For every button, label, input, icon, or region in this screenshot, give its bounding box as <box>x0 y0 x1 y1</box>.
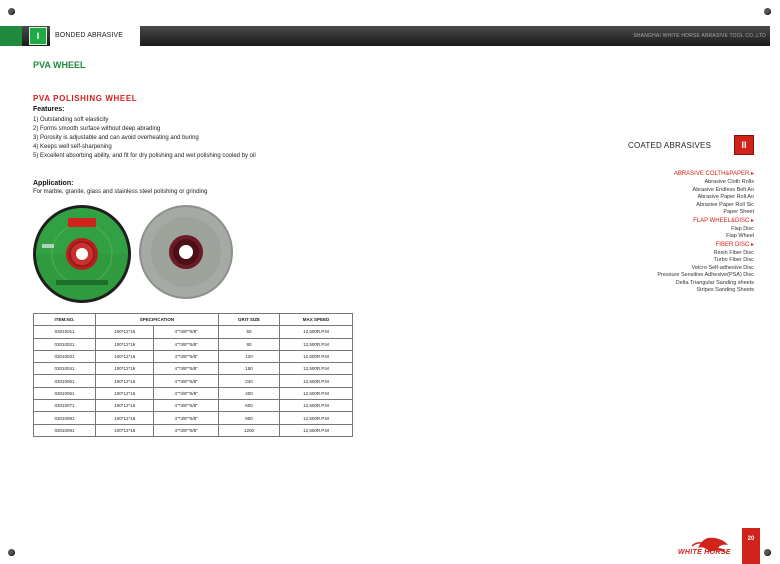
corner-dot-bottom-right <box>764 549 771 556</box>
cell-max-speed: 12,500R.P.M <box>279 400 352 412</box>
column-header-item-no: ITEM.NO. <box>34 314 96 326</box>
section-badge-icon: II <box>734 135 754 155</box>
corner-dot-bottom-left <box>8 549 15 556</box>
cell-max-speed: 12,500R.P.M <box>279 424 352 436</box>
column-header-specification: SPECIFICATION <box>96 314 219 326</box>
cell-spec-metric: 100*12*16 <box>96 412 154 424</box>
cell-max-speed: 12,500R.P.M <box>279 387 352 399</box>
cell-spec-metric: 100*12*16 <box>96 400 154 412</box>
cell-max-speed: 12,500R.P.M <box>279 350 352 362</box>
cell-item-no: 03010031 <box>34 350 96 362</box>
cell-item-no: 03010071 <box>34 400 96 412</box>
wheel-back-image <box>138 204 234 300</box>
cell-spec-metric: 100*12*16 <box>96 424 154 436</box>
table-row <box>34 338 353 350</box>
features-list <box>33 116 256 161</box>
sidebar-item[interactable]: Stripes Sanding Sheets <box>696 287 754 293</box>
column-header-grit-size: GRIT SIZE <box>218 314 279 326</box>
cell-grit-size: 60 <box>218 326 279 338</box>
sidebar-item[interactable]: Velcro Self-adhesive Disc <box>691 264 754 271</box>
application-heading: Application: <box>33 180 74 187</box>
feature-item: 2) Forms smooth surface without deep abrading <box>33 126 161 132</box>
features-heading: Features: <box>33 106 65 113</box>
cell-spec-inch: 4"*3/8"*5/8" <box>154 375 218 387</box>
feature-item: 4) Keeps well self-sharpening <box>33 144 112 150</box>
header-section-label: BONDED ABRASIVE <box>55 32 124 39</box>
table-header-row <box>34 314 353 326</box>
feature-item: 5) Excellent absorbing ability, and fit for dry polishing and wet polishing cooled by oil <box>33 153 256 159</box>
product-title: PVA POLISHING WHEEL <box>33 94 138 103</box>
cell-max-speed: 12,500R.P.M <box>279 363 352 375</box>
sidebar-item[interactable]: Delta Triangular Sanding sheets <box>675 279 754 286</box>
cell-item-no: 03010061 <box>34 387 96 399</box>
cell-spec-inch: 4"*3/8"*5/8" <box>154 326 218 338</box>
cell-spec-metric: 100*12*16 <box>96 350 154 362</box>
cell-spec-metric: 100*12*16 <box>96 387 154 399</box>
header-green-block <box>0 26 22 46</box>
sidebar-item[interactable]: Abrasive Endless Belt Ao <box>692 186 754 193</box>
corner-dot-top-left <box>8 8 15 15</box>
cell-max-speed: 12,500R.P.M <box>279 375 352 387</box>
table-row <box>34 363 353 375</box>
sidebar-category-abrasive-cloth-paper[interactable]: ABRASIVE COLTH&PAPER ▸ <box>673 171 754 177</box>
cell-grit-size: 800 <box>218 412 279 424</box>
sidebar-item[interactable]: Flap Disc <box>731 225 754 232</box>
table-row <box>34 424 353 436</box>
application-text: For marble, granite, glass and stainless steel polishing or grinding <box>33 189 208 195</box>
cell-grit-size: 80 <box>218 338 279 350</box>
sidebar-item[interactable]: Flap Wheel <box>726 233 754 239</box>
cell-spec-inch: 4"*3/8"*5/8" <box>154 387 218 399</box>
cell-grit-size: 600 <box>218 400 279 412</box>
sidebar-item[interactable]: Resin Fiber Disc <box>713 249 754 256</box>
corner-dot-top-right <box>764 8 771 15</box>
sidebar-item[interactable]: Paper Sheet <box>723 209 754 215</box>
feature-item: 1) Outstanding soft elasticity <box>33 117 109 123</box>
cell-item-no: 03010011 <box>34 326 96 338</box>
cell-spec-metric: 100*12*16 <box>96 363 154 375</box>
cell-item-no: 03010081 <box>34 412 96 424</box>
table-row <box>34 326 353 338</box>
cell-spec-inch: 4"*3/8"*5/8" <box>154 350 218 362</box>
cell-max-speed: 12,500R.P.M <box>279 338 352 350</box>
header-company-name: SHANGHAI WHITE HORSE ABRASIVE TOOL CO.,LTD <box>633 33 766 39</box>
cell-spec-metric: 100*12*16 <box>96 375 154 387</box>
page-number: 20 <box>747 536 755 542</box>
cell-grit-size: 400 <box>218 387 279 399</box>
table-row <box>34 350 353 362</box>
page-title: PVA WHEEL <box>33 60 86 70</box>
cell-spec-inch: 4"*3/8"*5/8" <box>154 338 218 350</box>
sidebar-item[interactable]: Abrasive Paper Roll Ao <box>697 194 754 200</box>
cell-spec-inch: 4"*3/8"*5/8" <box>154 412 218 424</box>
cell-grit-size: 120 <box>218 350 279 362</box>
page-number-box <box>742 528 760 564</box>
cell-grit-size: 240 <box>218 375 279 387</box>
spec-table <box>33 313 353 437</box>
cell-item-no: 03010091 <box>34 424 96 436</box>
cell-item-no: 03010051 <box>34 375 96 387</box>
cell-spec-inch: 4"*3/8"*5/8" <box>154 424 218 436</box>
logo-text: WHITE HORSE <box>678 549 731 556</box>
horse-logo-icon <box>678 536 738 560</box>
sidebar-item[interactable]: Abrasive Cloth Rolls <box>704 179 754 185</box>
cell-grit-size: 180 <box>218 363 279 375</box>
sidebar-category-fiber-disc[interactable]: FIBER DISC ▸ <box>715 241 754 248</box>
cell-item-no: 03010021 <box>34 338 96 350</box>
cell-grit-size: 1200 <box>218 424 279 436</box>
cell-max-speed: 12,500R.P.M <box>279 412 352 424</box>
table-row <box>34 400 353 412</box>
cell-spec-metric: 100*12*16 <box>96 326 154 338</box>
cell-spec-metric: 100*12*16 <box>96 338 154 350</box>
sidebar-menu <box>657 170 754 295</box>
feature-item: 3) Porosity is adjustable and can avoid overheating and buring <box>33 135 199 141</box>
sidebar-item[interactable]: Turbo Fiber Disc <box>713 257 754 263</box>
sidebar-category-flap-wheel-disc[interactable]: FLAP WHEEL&DISC ▸ <box>693 217 754 224</box>
column-header-max-speed: MAX SPEED <box>279 314 352 326</box>
cell-max-speed: 12,500R.P.M <box>279 326 352 338</box>
cell-spec-inch: 4"*3/8"*5/8" <box>154 363 218 375</box>
sidebar-item[interactable]: Pressure Sensitive Adhesive(PSA) Disc <box>657 272 754 278</box>
cell-spec-inch: 4"*3/8"*5/8" <box>154 400 218 412</box>
table-row <box>34 387 353 399</box>
sidebar-title: COATED ABRASIVES <box>628 141 712 150</box>
wheel-front-image <box>32 204 132 304</box>
sidebar-item[interactable]: Abrasive Paper Roll Sic <box>696 201 754 208</box>
table-row <box>34 412 353 424</box>
table-row <box>34 375 353 387</box>
section-roman-icon: I <box>29 27 47 45</box>
cell-item-no: 03010041 <box>34 363 96 375</box>
